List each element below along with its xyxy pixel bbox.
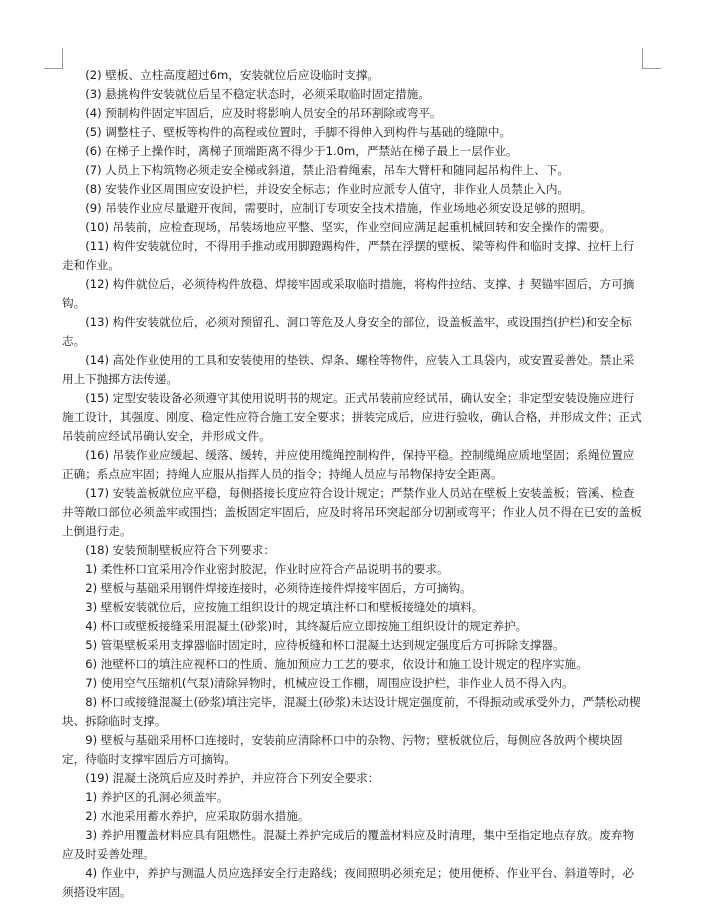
paragraph: 2) 水池采用蓄水养护，应采取防弱水措施。: [85, 809, 310, 823]
paragraph: (5) 调整柱子、壁板等构件的高程或位置时，手脚不得伸入到构件与基础的缝隙中。: [85, 125, 512, 139]
paragraph: (14) 高处作业使用的工具和安装使用的垫铁、焊条、螺栓等物件，应装入工具袋内，或安置妥善处。禁止采用上下抛掷方法传递。: [62, 353, 635, 386]
crop-mark-top-right: [642, 48, 661, 69]
paragraph: (15) 定型安装设备必须遵守其使用说明书的规定。正式吊装前应经试吊，确认安全；非定型安装设施应进行施工设计，其强度、刚度、稳定性应符合施工安全要求；拼装完成后，应进行验收，确认合格，并形成文件；正式吊装前应经试吊确认安全，并形成文件。: [62, 391, 642, 443]
paragraph: 3) 养护用覆盖材料应具有阻燃性。混凝土养护完成后的覆盖材料应及时清理，集中至指定地点存放。废弃物应及时妥善处理。: [62, 828, 635, 861]
paragraph: 3) 壁板安装就位后，应按施工组织设计的规定填注杯口和壁板接缝处的填料。: [85, 600, 484, 614]
paragraph: (9) 吊装作业应尽量避开夜间，需要时，应制订专项安全技术措施，作业场地必须安设足够的照明。: [85, 201, 593, 215]
paragraph: (10) 吊装前，应检查现场，吊装场地应平整、坚实，作业空间应满足起重机械回转和安全操作的需要。: [85, 220, 612, 234]
paragraph: (4) 预制构件固定牢固后，应及时将影响人员安全的吊环割除或弯平。: [85, 106, 442, 120]
paragraph: 4) 杯口或壁板接缝采用混凝土(砂浆)时，其终凝后应立即按施工组织设计的规定养护。: [85, 619, 528, 633]
paragraph: (16) 吊装作业应缓起、缓落、缓转，并应使用缆绳控制构件，保持平稳。控制缆绳应质地坚固；系绳位置应正确；系点应牢固；持绳人应服从指挥人员的指令；持绳人员应与吊物保持安全距离。: [62, 448, 635, 481]
paragraph: 6) 池壁杯口的填注应视杯口的性质、施加预应力工艺的要求，依设计和施工设计规定的程序实施。: [85, 657, 588, 671]
paragraph: (13) 构件安装就位后，必须对预留孔、洞口等危及人身安全的部位，设盖板盖牢，或设围挡(护栏)和安全标志。: [62, 315, 632, 348]
paragraph: 8) 杯口或接缝混凝土(砂浆)填注完毕，混凝土(砂浆)未达设计规定强度前，不得振动或承受外力，严禁松动楔块、拆除临时支撑。: [62, 695, 641, 728]
crop-mark-top-left: [44, 48, 63, 69]
paragraph: (3) 悬挑构件安装就位后呈不稳定状态时，必须采取临时固定措施。: [85, 87, 430, 101]
paragraph: (18) 安装预制壁板应符合下列要求：: [85, 543, 275, 557]
paragraph: 4) 作业中，养护与测温人员应选择安全行走路线；夜间照明必须充足；使用便桥、作业平台、斜道等时，必须搭设牢固。: [62, 866, 635, 899]
paragraph: (19) 混凝土浇筑后应及时养护，并应符合下列安全要求：: [85, 771, 380, 785]
paragraph: (2) 壁板、立柱高度超过6m，安装就位后应设临时支撑。: [85, 68, 380, 82]
paragraph: 2) 壁板与基础采用钢件焊接连接时，必须待连接件焊接牢固后，方可摘钩。: [85, 581, 472, 595]
paragraph: (12) 构件就位后，必须待构件放稳、焊接牢固或采取临时措施，将构件拉结、支撑、扌契锚牢固后，方可摘钩。: [62, 277, 635, 310]
paragraph: 1) 养护区的孔洞必须盖牢。: [85, 790, 229, 804]
paragraph: (11) 构件安装就位时，不得用手推动或用脚蹬踢构件，严禁在浮摆的壁板、梁等构件和临时支撑、拉杆上行走和作业。: [62, 239, 635, 272]
paragraph: 9) 壁板与基础采用杯口连接时，安装前应清除杯口中的杂物、污物；壁板就位后，每侧应各放两个楔块固定，待临时支撑牢固后方可摘钩。: [62, 733, 623, 766]
paragraph: (6) 在梯子上操作时，离梯子顶端距离不得少于1.0m，严禁站在梯子最上一层作业。: [85, 144, 518, 158]
paragraph: 1) 柔性杯口宜采用冷作业密封胶泥，作业时应符合产品说明书的要求。: [85, 562, 449, 576]
paragraph: 5) 管渠壁板采用支撑器临时固定时，应待板缝和杯口混凝土达到规定强度后方可拆除支撑器。: [85, 638, 565, 652]
paragraph: (8) 安装作业区周围应安设护栏，并设安全标志；作业时应派专人值守，非作业人员禁止入内。: [85, 182, 570, 196]
paragraph: (7) 人员上下构筑物必须走安全梯或斜道，禁止沿着绳索，吊车大臂杆和随同起吊构件上、下。: [85, 163, 570, 177]
paragraph: (17) 安装盖板就位应平稳，每侧搭接长度应符合设计规定；严禁作业人员站在壁板上安装盖板；管溪、检查井等敞口部位必须盖牢或围挡；盖板固定牢固后，应及时将吊环突起部分切割或弯平；作业人员不得在已安的盖板上倒退行走。: [62, 486, 642, 538]
paragraph: 7) 使用空气压缩机(气泵)清除异物时，机械应设工作棚，周围应设护栏，非作业人员不得入内。: [85, 676, 574, 690]
document-body: [62, 66, 644, 902]
